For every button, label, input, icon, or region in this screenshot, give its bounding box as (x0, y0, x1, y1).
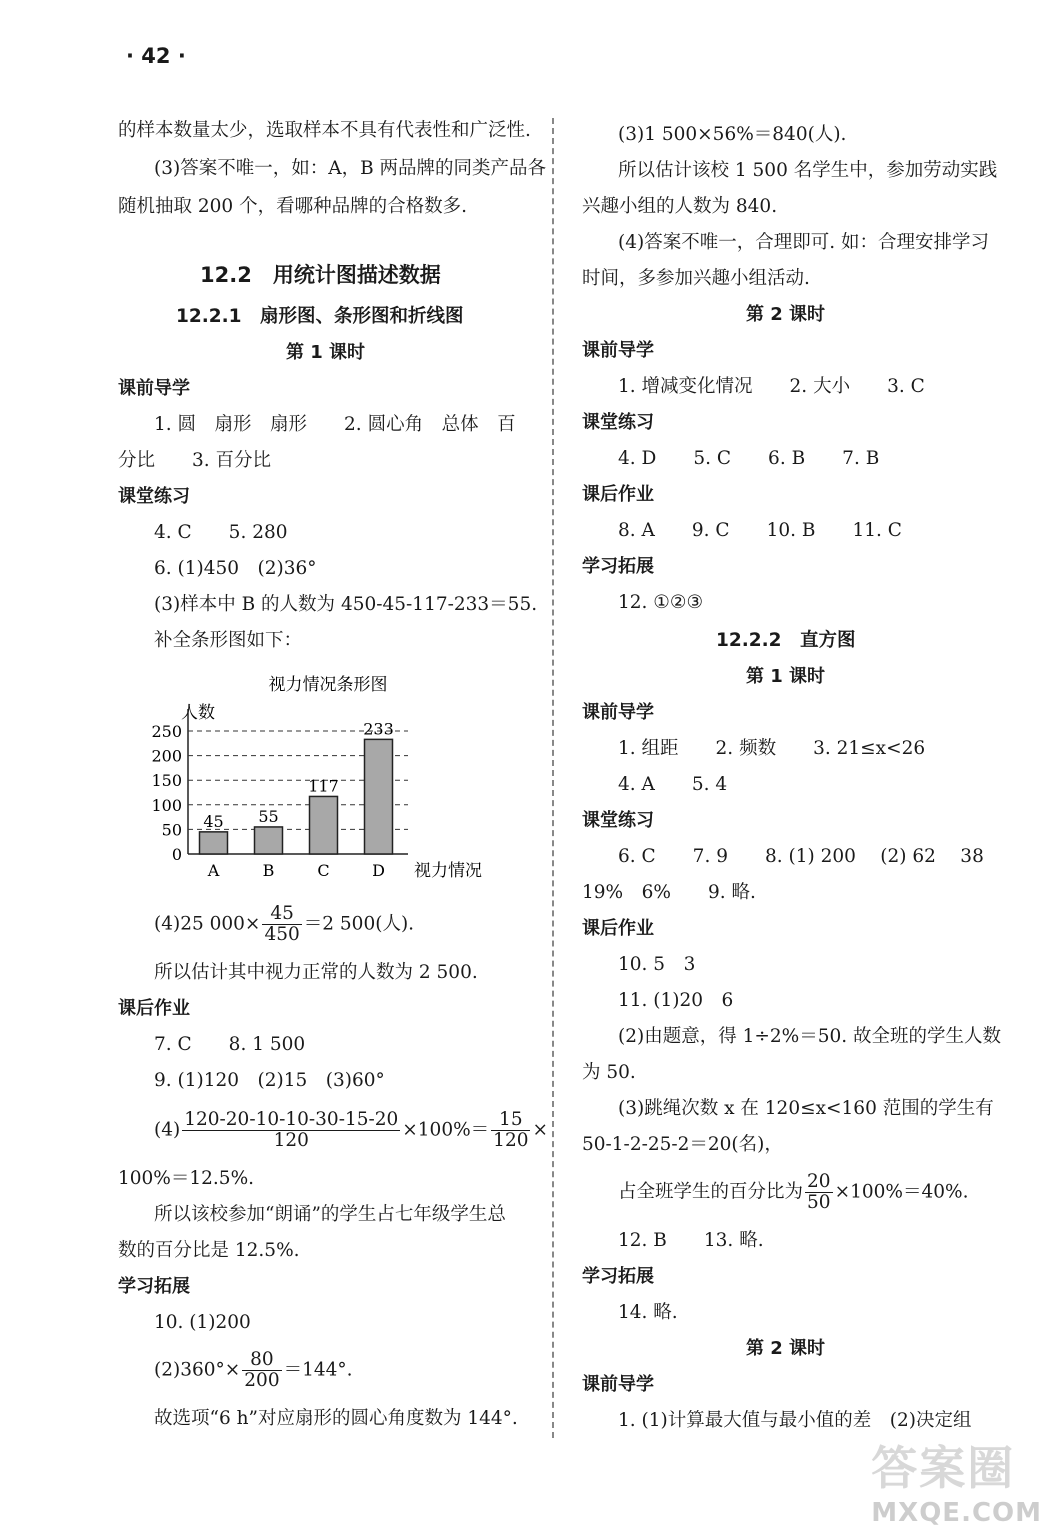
answer-line: 7. C 8. 1 500 (154, 1034, 306, 1055)
answer-line: 数的百分比是 12.5%. (118, 1240, 300, 1261)
heading-kqdx: 课前导学 (118, 378, 190, 399)
watermark-logo: 答案圈 (871, 1441, 1016, 1495)
answer-line: 1. (1)计算最大值与最小值的差 (2)决定组 (618, 1410, 972, 1431)
section-title: 12.2 用统计图描述数据 (200, 263, 441, 287)
x-tick-label: D (372, 861, 385, 880)
answer-line: 所以该校参加“朗诵”的学生占七年级学生总 (154, 1204, 506, 1225)
data-label: 117 (308, 776, 339, 796)
answer-line: 14. 略. (618, 1302, 678, 1323)
heading-kqdx: 课前导学 (582, 340, 654, 361)
heading-kqdx: 课前导学 (582, 1374, 654, 1395)
answer-line: (4)25 000× $\frac{45}{450}$ ＝2 500(人). (154, 903, 415, 945)
answer-line: 时间，多参加兴趣小组活动. (582, 268, 810, 289)
y-tick-label: 100 (151, 795, 182, 815)
heading-khzy: 课后作业 (582, 484, 654, 505)
answer-line: 补全条形图如下： (154, 630, 303, 651)
x-tick-label: B (262, 861, 275, 880)
answer-line: 12. ①②③ (618, 592, 704, 613)
heading-khzy: 课后作业 (582, 918, 654, 939)
heading-kqdx: 课前导学 (582, 702, 654, 723)
answer-line: (2)由题意，得 1÷2%＝50. 故全班的学生人数 (618, 1026, 1002, 1047)
y-tick-label: 50 (161, 820, 182, 840)
answer-line: 4. C 5. 280 (154, 522, 288, 543)
x-tick-label: A (207, 861, 220, 880)
bar (255, 827, 283, 854)
answer-line: 4. A 5. 4 (618, 774, 728, 795)
answer-line: 故选项“6 h”对应扇形的圆心角度数为 144°. (154, 1408, 518, 1429)
answer-line: 19% 6% 9. 略. (582, 882, 756, 903)
text-line: 的样本数量太少，选取样本不具有代表性和广泛性. (118, 120, 531, 141)
bar (310, 796, 338, 854)
y-tick-label: 0 (171, 845, 182, 864)
data-label: 45 (203, 811, 224, 831)
chart-y-label: 人数 (181, 703, 215, 723)
heading-xxtz: 学习拓展 (582, 1266, 654, 1287)
answer-line: 11. (1)20 6 (618, 990, 734, 1011)
text-line: (3)答案不唯一，如：A，B 两品牌的同类产品各 (154, 158, 547, 179)
y-tick-label: 250 (151, 722, 182, 741)
answer-line: (4) $\frac{120-20-10-10-30-15-20}{120}$ ×100%＝ $\frac{15}{120}$ × (154, 1109, 548, 1151)
bar (200, 832, 228, 854)
answer-line: 12. B 13. 略. (618, 1230, 764, 1251)
answer-line: (2)360°× $\frac{80}{200}$ ＝144°. (154, 1349, 353, 1391)
watermark (871, 1432, 1042, 1528)
answer-line: 8. A 9. C 10. B 11. C (618, 520, 902, 541)
heading-ktlx: 课堂练习 (582, 810, 654, 831)
lesson-heading: 第 2 课时 (746, 304, 826, 325)
answer-line: 6. (1)450 (2)36° (154, 558, 317, 579)
answer-line: (3)1 500×56%＝840(人). (618, 124, 847, 145)
data-label: 233 (363, 719, 394, 739)
answer-line: (3)样本中 B 的人数为 450-45-117-233＝55. (154, 594, 538, 615)
answer-line: 1. 圆 扇形 扇形 2. 圆心角 总体 百 (154, 414, 516, 435)
answer-line: 1. 组距 2. 频数 3. 21≤x<26 (618, 738, 926, 759)
chart-title: 视力情况条形图 (268, 675, 388, 695)
answer-line: 100%＝12.5%. (118, 1168, 255, 1189)
column-divider (552, 118, 554, 1438)
watermark-url: MXQE.COM (871, 1498, 1042, 1528)
page-number: · 42 · (126, 44, 186, 68)
lesson-heading: 第 2 课时 (746, 1338, 826, 1359)
answer-line: 6. C 7. 9 8. (1) 200 (2) 62 38 (618, 846, 984, 867)
heading-xxtz: 学习拓展 (118, 1276, 190, 1297)
lesson-heading: 第 1 课时 (286, 342, 366, 363)
answer-line: 为 50. (582, 1062, 636, 1083)
answer-line: 1. 增减变化情况 2. 大小 3. C (618, 376, 925, 397)
answer-line: 10. (1)200 (154, 1312, 251, 1333)
answer-line: 4. D 5. C 6. B 7. B (618, 448, 880, 469)
data-label: 55 (258, 806, 279, 826)
bar (365, 739, 393, 854)
answer-line: 兴趣小组的人数为 840. (582, 196, 778, 217)
chart-x-label: 视力情况 (414, 861, 482, 881)
answer-line: 所以估计该校 1 500 名学生中，参加劳动实践 (618, 160, 998, 181)
answer-line: (3)跳绳次数 x 在 120≤x<160 范围的学生有 (618, 1098, 994, 1119)
text-line: 随机抽取 200 个，看哪种品牌的合格数多. (118, 196, 467, 217)
heading-khzy: 课后作业 (118, 998, 190, 1019)
subsection-title: 12.2.2 直方图 (716, 630, 856, 651)
lesson-heading: 第 1 课时 (746, 666, 826, 687)
answer-line: 分比 3. 百分比 (118, 450, 272, 471)
heading-xxtz: 学习拓展 (582, 556, 654, 577)
answer-line: 占全班学生的百分比为 $\frac{20}{50}$ ×100%＝40%. (618, 1171, 969, 1213)
heading-ktlx: 课堂练习 (118, 486, 190, 507)
x-tick-label: C (317, 861, 330, 880)
y-tick-label: 200 (151, 746, 182, 766)
bar-chart (118, 668, 518, 888)
answer-line: 9. (1)120 (2)15 (3)60° (154, 1070, 385, 1091)
answer-line: (4)答案不唯一，合理即可. 如：合理安排学习 (618, 232, 989, 253)
answer-line: 10. 5 3 (618, 954, 696, 975)
subsection-title: 12.2.1 扇形图、条形图和折线图 (176, 306, 464, 327)
answer-line: 50-1-2-25-2＝20(名)， (582, 1134, 783, 1155)
answer-line: 所以估计其中视力正常的人数为 2 500. (154, 962, 478, 983)
heading-ktlx: 课堂练习 (582, 412, 654, 433)
y-tick-label: 150 (151, 771, 182, 791)
